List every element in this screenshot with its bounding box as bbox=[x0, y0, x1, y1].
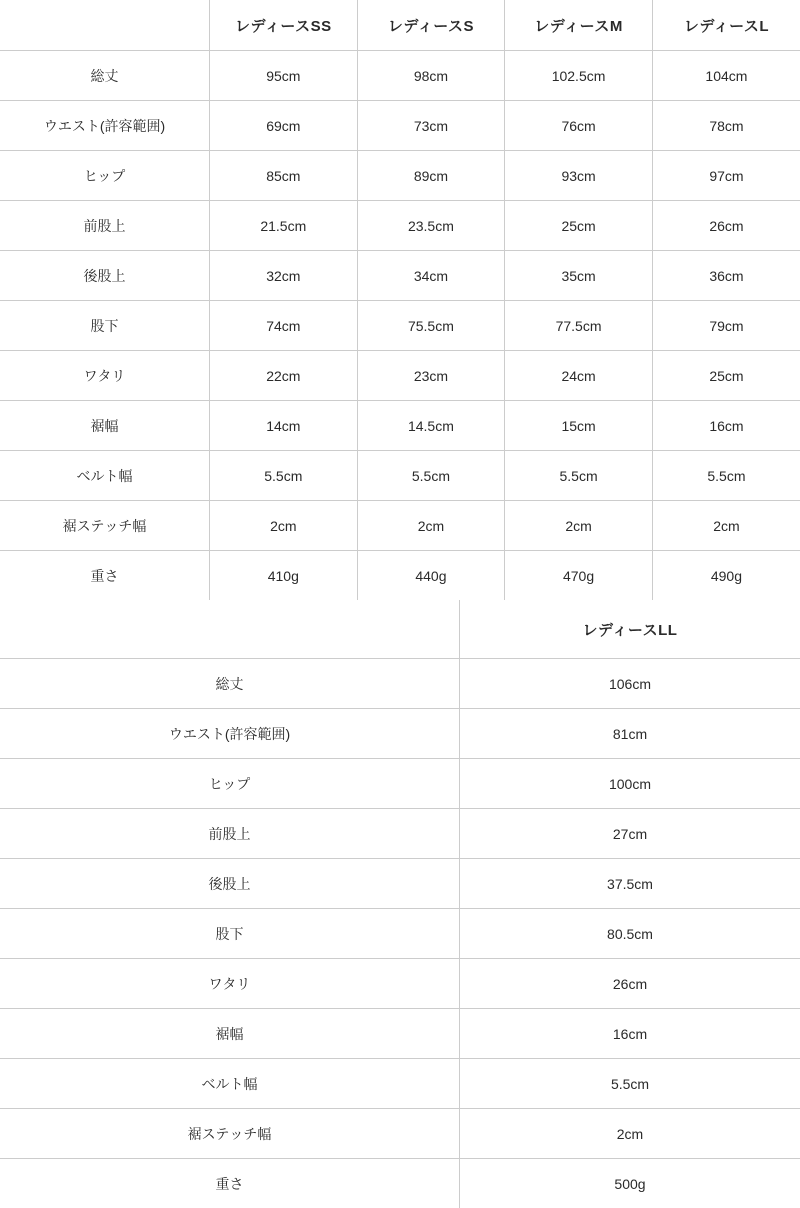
row-label: 総丈 bbox=[0, 51, 210, 101]
column-header-m: レディースM bbox=[505, 0, 653, 51]
cell-value: 93cm bbox=[505, 151, 653, 201]
cell-value: 500g bbox=[460, 1159, 800, 1208]
table-row bbox=[0, 709, 800, 759]
cell-value: 21.5cm bbox=[210, 201, 358, 251]
size-table-secondary bbox=[0, 600, 800, 1208]
cell-value: 24cm bbox=[505, 351, 653, 401]
row-label: ヒップ bbox=[0, 759, 460, 809]
cell-value: 14.5cm bbox=[357, 401, 505, 451]
cell-value: 26cm bbox=[460, 959, 800, 1009]
cell-value: 73cm bbox=[357, 101, 505, 151]
column-header-ss: レディースSS bbox=[210, 0, 358, 51]
cell-value: 77.5cm bbox=[505, 301, 653, 351]
table-body bbox=[0, 659, 800, 1208]
table-row bbox=[0, 351, 800, 401]
cell-value: 5.5cm bbox=[210, 451, 358, 501]
table-row bbox=[0, 151, 800, 201]
row-label: 股下 bbox=[0, 909, 460, 959]
cell-value: 98cm bbox=[357, 51, 505, 101]
cell-value: 85cm bbox=[210, 151, 358, 201]
column-header-l: レディースL bbox=[652, 0, 800, 51]
row-label: ウエスト(許容範囲) bbox=[0, 709, 460, 759]
cell-value: 5.5cm bbox=[357, 451, 505, 501]
row-label: 裾ステッチ幅 bbox=[0, 1109, 460, 1159]
cell-value: 15cm bbox=[505, 401, 653, 451]
header-row bbox=[0, 0, 800, 51]
cell-value: 89cm bbox=[357, 151, 505, 201]
table-header bbox=[0, 0, 800, 51]
cell-value: 490g bbox=[652, 551, 800, 601]
cell-value: 37.5cm bbox=[460, 859, 800, 909]
cell-value: 81cm bbox=[460, 709, 800, 759]
table-row bbox=[0, 759, 800, 809]
row-label: ヒップ bbox=[0, 151, 210, 201]
row-label: 股下 bbox=[0, 301, 210, 351]
row-label: 裾幅 bbox=[0, 1009, 460, 1059]
cell-value: 34cm bbox=[357, 251, 505, 301]
table-row bbox=[0, 1059, 800, 1109]
cell-value: 5.5cm bbox=[460, 1059, 800, 1109]
cell-value: 35cm bbox=[505, 251, 653, 301]
corner-cell bbox=[0, 0, 210, 51]
cell-value: 2cm bbox=[652, 501, 800, 551]
cell-value: 16cm bbox=[460, 1009, 800, 1059]
cell-value: 5.5cm bbox=[505, 451, 653, 501]
table-row bbox=[0, 551, 800, 601]
row-label: 重さ bbox=[0, 551, 210, 601]
row-label: 前股上 bbox=[0, 201, 210, 251]
cell-value: 2cm bbox=[505, 501, 653, 551]
cell-value: 2cm bbox=[210, 501, 358, 551]
cell-value: 16cm bbox=[652, 401, 800, 451]
cell-value: 23cm bbox=[357, 351, 505, 401]
cell-value: 74cm bbox=[210, 301, 358, 351]
cell-value: 78cm bbox=[652, 101, 800, 151]
table-row bbox=[0, 959, 800, 1009]
table-row bbox=[0, 859, 800, 909]
cell-value: 75.5cm bbox=[357, 301, 505, 351]
row-label: 総丈 bbox=[0, 659, 460, 709]
cell-value: 2cm bbox=[460, 1109, 800, 1159]
cell-value: 26cm bbox=[652, 201, 800, 251]
cell-value: 440g bbox=[357, 551, 505, 601]
cell-value: 79cm bbox=[652, 301, 800, 351]
cell-value: 76cm bbox=[505, 101, 653, 151]
cell-value: 410g bbox=[210, 551, 358, 601]
header-row bbox=[0, 600, 800, 659]
table-row bbox=[0, 809, 800, 859]
table-row bbox=[0, 909, 800, 959]
cell-value: 14cm bbox=[210, 401, 358, 451]
table-row bbox=[0, 401, 800, 451]
table-row bbox=[0, 1109, 800, 1159]
cell-value: 104cm bbox=[652, 51, 800, 101]
row-label: 重さ bbox=[0, 1159, 460, 1208]
cell-value: 36cm bbox=[652, 251, 800, 301]
cell-value: 32cm bbox=[210, 251, 358, 301]
cell-value: 100cm bbox=[460, 759, 800, 809]
row-label: 裾ステッチ幅 bbox=[0, 501, 210, 551]
table-row bbox=[0, 51, 800, 101]
cell-value: 470g bbox=[505, 551, 653, 601]
table-row bbox=[0, 1009, 800, 1059]
size-table-primary bbox=[0, 0, 800, 600]
cell-value: 97cm bbox=[652, 151, 800, 201]
table-row bbox=[0, 659, 800, 709]
cell-value: 25cm bbox=[505, 201, 653, 251]
table-row bbox=[0, 451, 800, 501]
cell-value: 95cm bbox=[210, 51, 358, 101]
column-header-ll: レディースLL bbox=[460, 600, 800, 659]
cell-value: 106cm bbox=[460, 659, 800, 709]
column-header-s: レディースS bbox=[357, 0, 505, 51]
cell-value: 2cm bbox=[357, 501, 505, 551]
row-label: ベルト幅 bbox=[0, 451, 210, 501]
table-body bbox=[0, 51, 800, 601]
table-row bbox=[0, 251, 800, 301]
cell-value: 80.5cm bbox=[460, 909, 800, 959]
row-label: ベルト幅 bbox=[0, 1059, 460, 1109]
cell-value: 102.5cm bbox=[505, 51, 653, 101]
cell-value: 22cm bbox=[210, 351, 358, 401]
row-label: 前股上 bbox=[0, 809, 460, 859]
table-row bbox=[0, 1159, 800, 1208]
corner-cell bbox=[0, 600, 460, 659]
table-row bbox=[0, 101, 800, 151]
row-label: ワタリ bbox=[0, 351, 210, 401]
cell-value: 27cm bbox=[460, 809, 800, 859]
cell-value: 23.5cm bbox=[357, 201, 505, 251]
cell-value: 25cm bbox=[652, 351, 800, 401]
row-label: ワタリ bbox=[0, 959, 460, 1009]
table-row bbox=[0, 201, 800, 251]
table-row bbox=[0, 301, 800, 351]
row-label: 後股上 bbox=[0, 251, 210, 301]
table-row bbox=[0, 501, 800, 551]
row-label: 後股上 bbox=[0, 859, 460, 909]
table-header bbox=[0, 600, 800, 659]
cell-value: 5.5cm bbox=[652, 451, 800, 501]
row-label: ウエスト(許容範囲) bbox=[0, 101, 210, 151]
cell-value: 69cm bbox=[210, 101, 358, 151]
row-label: 裾幅 bbox=[0, 401, 210, 451]
